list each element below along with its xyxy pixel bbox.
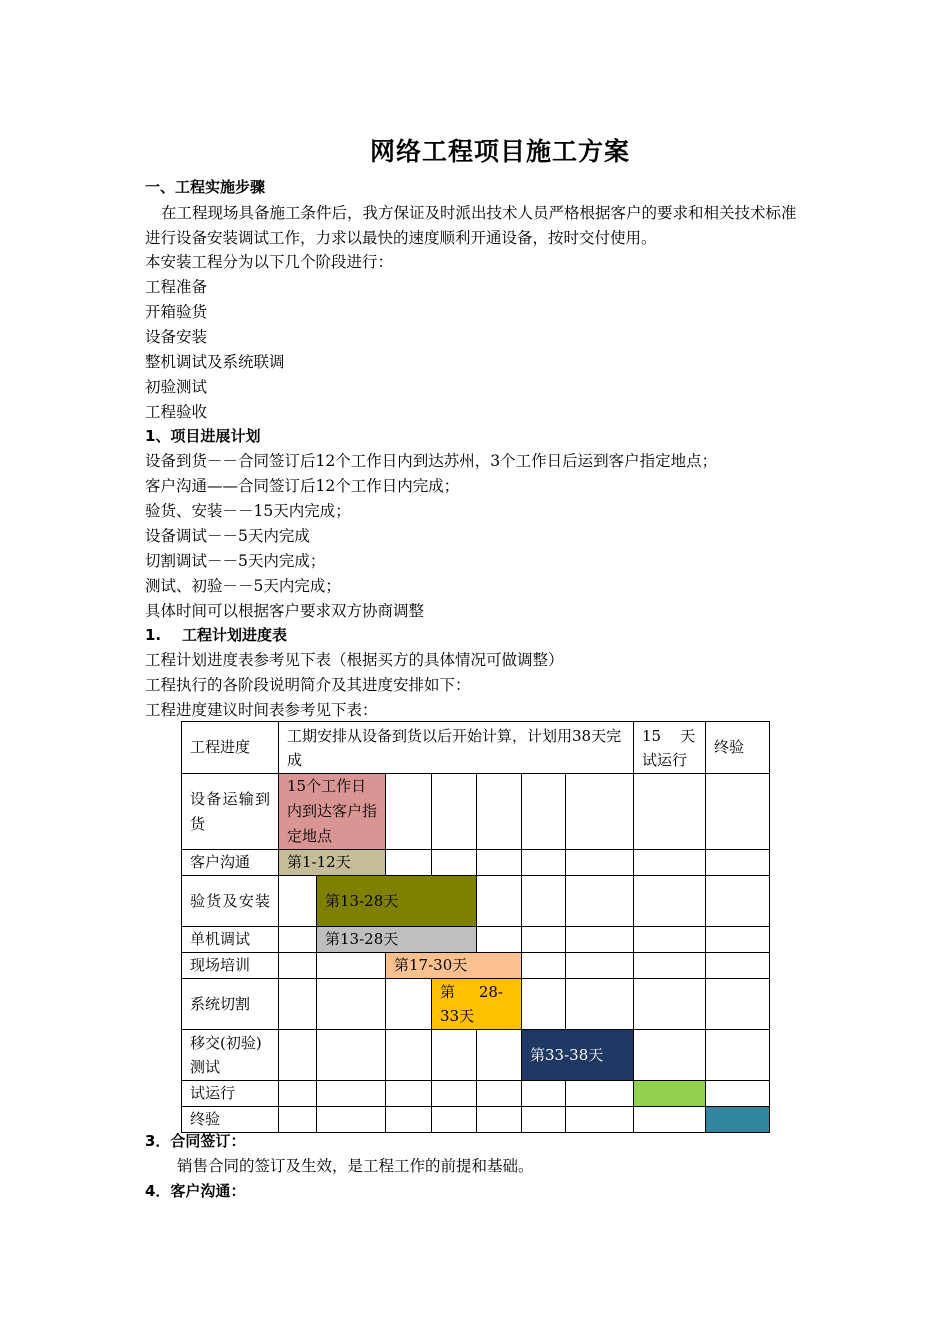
- contract-heading: 3．合同签订：: [145, 1132, 246, 1150]
- stages-intro: 本安装工程分为以下几个阶段进行：: [145, 253, 394, 271]
- page-title: 网络工程项目施工方案: [369, 137, 630, 166]
- header-trial: 15 天试运行: [634, 722, 706, 774]
- intro-text: 在工程现场具备施工条件后，我方保证及时派出技术人员严格根据客户的要求和相关技术标准进行设备安装调试工作，力求以最快的速度顺利开通设备，按时交付使用。: [145, 204, 797, 247]
- stage-item: 工程验收: [145, 403, 208, 421]
- stage-item: 整机调试及系统联调: [145, 353, 285, 371]
- row-label: 系统切割: [182, 979, 279, 1030]
- row-label: 移交(初验)测试: [182, 1030, 279, 1081]
- row-label: 试运行: [182, 1081, 279, 1107]
- row-label: 客户沟通: [182, 850, 279, 876]
- schedule-line: 工程执行的各阶段说明简介及其进度安排如下：: [145, 676, 471, 694]
- gantt-bar-trial: [634, 1081, 706, 1107]
- schedule-heading: 1. 工程计划进度表: [145, 626, 288, 644]
- communication-heading: 4．客户沟通：: [145, 1182, 246, 1200]
- row-label: 单机调试: [182, 927, 279, 953]
- intro-paragraph: [145, 201, 810, 251]
- row-label: 设备运输到货: [182, 774, 279, 850]
- section-heading: 一、工程实施步骤: [145, 178, 266, 196]
- schedule-line: 工程计划进度表参考见下表（根据买方的具体情况可做调整）: [145, 651, 564, 669]
- gantt-bar-final: [706, 1107, 770, 1133]
- gantt-bar: 第17-30天: [386, 953, 522, 979]
- row-label: 终验: [182, 1107, 279, 1133]
- schedule-line: 工程进度建议时间表参考见下表：: [145, 701, 378, 719]
- gantt-bar: 第33-38天: [522, 1030, 634, 1081]
- gantt-bar: 第13-28天: [317, 927, 477, 953]
- plan-line: 设备调试－－5天内完成: [145, 527, 310, 545]
- plan-line: 切割调试－－5天内完成；: [145, 552, 326, 570]
- gantt-bar: 第13-28天: [317, 876, 477, 927]
- gantt-bar: 第1-12天: [279, 850, 386, 876]
- header-final: 终验: [706, 722, 770, 774]
- plan-line: 设备到货－－合同签订后12个工作日内到达苏州，3个工作日后运到客户指定地点；: [145, 452, 718, 470]
- header-progress: 工程进度: [182, 722, 279, 774]
- stage-item: 工程准备: [145, 278, 208, 296]
- stage-item: 设备安装: [145, 328, 208, 346]
- gantt-bar: 第 28-33天: [432, 979, 522, 1030]
- row-label: 验货及安装: [182, 876, 279, 927]
- stage-item: 初验测试: [145, 378, 208, 396]
- plan-heading: 1、项目进展计划: [145, 427, 261, 445]
- plan-line: 测试、初验－－5天内完成；: [145, 577, 341, 595]
- contract-text: 销售合同的签订及生效，是工程工作的前提和基础。: [177, 1157, 534, 1175]
- gantt-bar: 15个工作日内到达客户指定地点: [279, 774, 386, 850]
- schedule-table: [181, 721, 770, 1133]
- plan-line: 具体时间可以根据客户要求双方协商调整: [145, 602, 425, 620]
- row-label: 现场培训: [182, 953, 279, 979]
- stage-item: 开箱验货: [145, 303, 208, 321]
- plan-line: 客户沟通——合同签订后12个工作日内完成；: [145, 477, 460, 495]
- header-duration: 工期安排从设备到货以后开始计算，计划用38天完成: [279, 722, 634, 774]
- plan-line: 验货、安装－－15天内完成；: [145, 502, 351, 520]
